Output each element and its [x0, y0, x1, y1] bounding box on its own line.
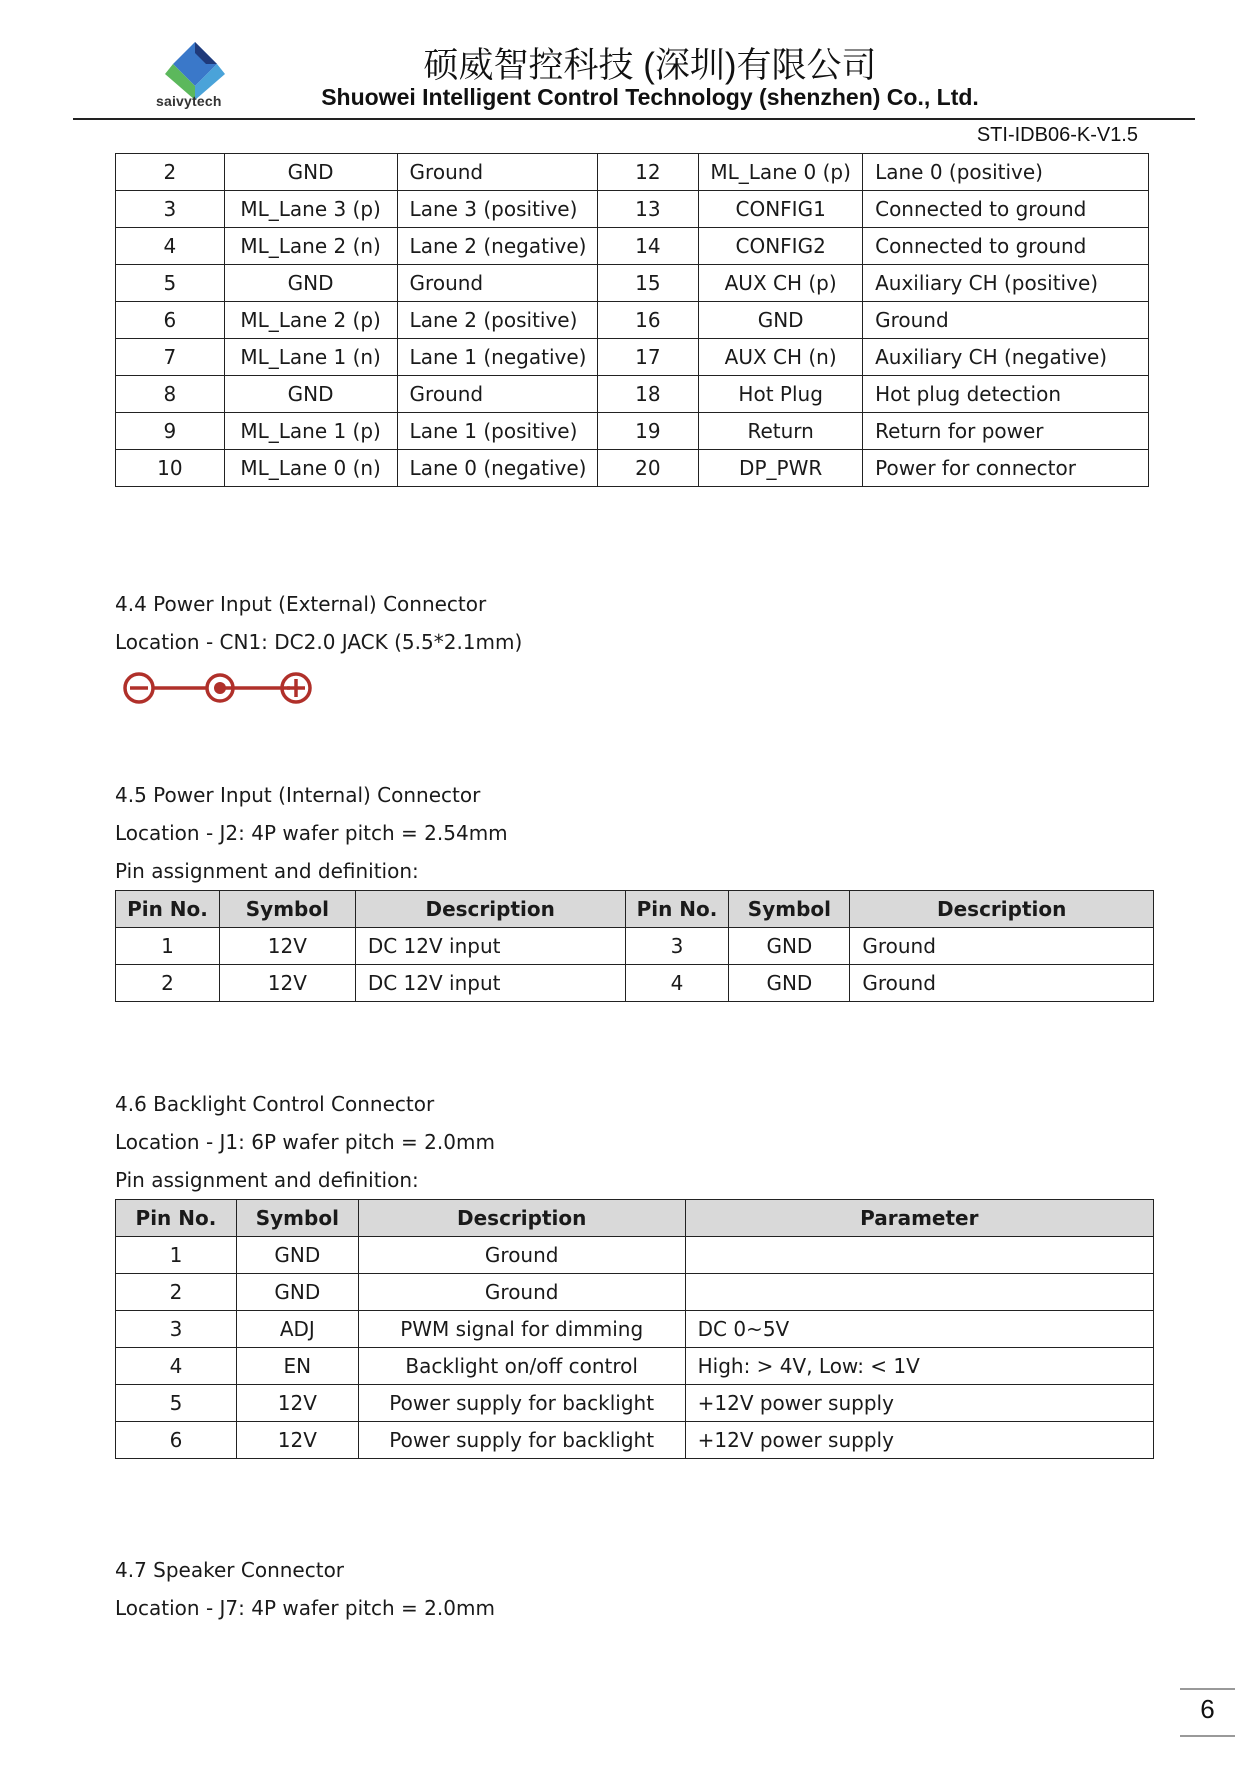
symbol-cell: GND — [224, 154, 397, 191]
pin-cell: 5 — [116, 1385, 237, 1422]
pin-cell: 4 — [625, 965, 729, 1002]
parameter-cell: DC 0~5V — [685, 1311, 1153, 1348]
symbol-cell: ADJ — [236, 1311, 358, 1348]
description-cell: Hot plug detection — [863, 376, 1149, 413]
power-internal-pin-table — [115, 890, 1154, 1002]
symbol-cell: GND — [224, 265, 397, 302]
description-cell: Ground — [358, 1237, 685, 1274]
description-cell: Ground — [358, 1274, 685, 1311]
symbol-cell: ML_Lane 0 (n) — [224, 450, 397, 487]
table-row — [116, 339, 1149, 376]
description-cell: Power supply for backlight — [358, 1385, 685, 1422]
pin-cell: 6 — [116, 302, 225, 339]
symbol-cell: 12V — [219, 965, 355, 1002]
parameter-cell — [685, 1274, 1153, 1311]
pin-cell: 17 — [597, 339, 699, 376]
pin-cell: 3 — [116, 191, 225, 228]
description-cell: Connected to ground — [863, 191, 1149, 228]
description-cell: Power supply for backlight — [358, 1422, 685, 1459]
table-row — [116, 265, 1149, 302]
company-name-english: Shuowei Intelligent Control Technology (shenzhen) Co., Ltd. — [321, 84, 979, 110]
column-header: Symbol — [236, 1200, 358, 1237]
description-cell: Auxiliary CH (negative) — [863, 339, 1149, 376]
symbol-cell: 12V — [219, 928, 355, 965]
description-cell: Return for power — [863, 413, 1149, 450]
table-row — [116, 413, 1149, 450]
pin-cell: 15 — [597, 265, 699, 302]
description-cell: Power for connector — [863, 450, 1149, 487]
section-4-5-pin-label: Pin assignment and definition: — [115, 859, 419, 883]
company-name-chinese: 硕威智控科技 (深圳)有限公司 — [423, 46, 877, 85]
description-cell: Lane 1 (negative) — [397, 339, 597, 376]
symbol-cell: ML_Lane 2 (n) — [224, 228, 397, 265]
pin-cell: 8 — [116, 376, 225, 413]
table-row — [116, 228, 1149, 265]
column-header: Description — [850, 891, 1154, 928]
table-row — [116, 928, 1154, 965]
parameter-cell — [685, 1237, 1153, 1274]
column-header: Pin No. — [116, 1200, 237, 1237]
table-row — [116, 1274, 1154, 1311]
symbol-cell: CONFIG2 — [699, 228, 863, 265]
description-cell: Ground — [863, 302, 1149, 339]
symbol-cell: ML_Lane 3 (p) — [224, 191, 397, 228]
section-4-5-heading: 4.5 Power Input (Internal) Connector — [115, 783, 481, 807]
symbol-cell: ML_Lane 1 (n) — [224, 339, 397, 376]
table-row — [116, 302, 1149, 339]
pin-cell: 2 — [116, 965, 220, 1002]
table-row — [116, 450, 1149, 487]
pin-cell: 3 — [625, 928, 729, 965]
pin-cell: 5 — [116, 265, 225, 302]
pin-cell: 19 — [597, 413, 699, 450]
section-4-4-location: Location - CN1: DC2.0 JACK (5.5*2.1mm) — [115, 630, 523, 654]
description-cell: Lane 2 (negative) — [397, 228, 597, 265]
pin-cell: 16 — [597, 302, 699, 339]
description-cell: Ground — [850, 965, 1154, 1002]
description-cell: Lane 0 (negative) — [397, 450, 597, 487]
page-number-rule-top — [1180, 1688, 1235, 1690]
section-4-6-heading: 4.6 Backlight Control Connector — [115, 1092, 435, 1116]
column-header: Pin No. — [625, 891, 729, 928]
page-number: 6 — [1200, 1694, 1215, 1724]
description-cell: Lane 3 (positive) — [397, 191, 597, 228]
table-row — [116, 1348, 1154, 1385]
section-4-6-location: Location - J1: 6P wafer pitch = 2.0mm — [115, 1130, 495, 1154]
parameter-cell: High: > 4V, Low: < 1V — [685, 1348, 1153, 1385]
table-row — [116, 965, 1154, 1002]
symbol-cell: Hot Plug — [699, 376, 863, 413]
symbol-cell: Return — [699, 413, 863, 450]
table-row — [116, 376, 1149, 413]
symbol-cell: AUX CH (n) — [699, 339, 863, 376]
document-id: STI-IDB06-K-V1.5 — [976, 124, 1138, 146]
description-cell: PWM signal for dimming — [358, 1311, 685, 1348]
symbol-cell: GND — [236, 1237, 358, 1274]
section-4-7-heading: 4.7 Speaker Connector — [115, 1558, 345, 1582]
symbol-cell: GND — [236, 1274, 358, 1311]
symbol-cell: 12V — [236, 1385, 358, 1422]
symbol-cell: DP_PWR — [699, 450, 863, 487]
description-cell: Ground — [850, 928, 1154, 965]
table-row — [116, 1422, 1154, 1459]
symbol-cell: CONFIG1 — [699, 191, 863, 228]
symbol-cell: ML_Lane 1 (p) — [224, 413, 397, 450]
pin-cell: 4 — [116, 228, 225, 265]
page-number-rule-bottom — [1180, 1735, 1235, 1737]
description-cell: Ground — [397, 376, 597, 413]
section-4-6-pin-label: Pin assignment and definition: — [115, 1168, 419, 1192]
column-header: Description — [358, 1200, 685, 1237]
pin-cell: 1 — [116, 928, 220, 965]
symbol-cell: GND — [729, 928, 850, 965]
section-4-4-heading: 4.4 Power Input (External) Connector — [115, 592, 487, 616]
table-row — [116, 1237, 1154, 1274]
column-header: Symbol — [219, 891, 355, 928]
logo-text: saivytech — [156, 93, 222, 109]
description-cell: Lane 1 (positive) — [397, 413, 597, 450]
symbol-cell: AUX CH (p) — [699, 265, 863, 302]
pin-cell: 10 — [116, 450, 225, 487]
symbol-cell: 12V — [236, 1422, 358, 1459]
description-cell: DC 12V input — [355, 965, 625, 1002]
description-cell: Backlight on/off control — [358, 1348, 685, 1385]
table-row — [116, 191, 1149, 228]
pin-cell: 9 — [116, 413, 225, 450]
description-cell: Connected to ground — [863, 228, 1149, 265]
pin-cell: 14 — [597, 228, 699, 265]
dp-pin-table — [115, 153, 1149, 487]
pin-cell: 13 — [597, 191, 699, 228]
column-header: Pin No. — [116, 891, 220, 928]
symbol-cell: ML_Lane 0 (p) — [699, 154, 863, 191]
pin-cell: 18 — [597, 376, 699, 413]
table-row — [116, 1385, 1154, 1422]
section-4-7-location: Location - J7: 4P wafer pitch = 2.0mm — [115, 1596, 495, 1620]
pin-cell: 6 — [116, 1422, 237, 1459]
backlight-pin-table — [115, 1199, 1154, 1459]
dc-jack-polarity-icon — [120, 668, 320, 708]
column-header: Description — [355, 891, 625, 928]
symbol-cell: GND — [729, 965, 850, 1002]
header-divider — [73, 118, 1195, 120]
column-header: Parameter — [685, 1200, 1153, 1237]
description-cell: Lane 0 (positive) — [863, 154, 1149, 191]
pin-cell: 2 — [116, 1274, 237, 1311]
pin-cell: 2 — [116, 154, 225, 191]
table-row — [116, 1311, 1154, 1348]
pin-cell: 3 — [116, 1311, 237, 1348]
pin-cell: 7 — [116, 339, 225, 376]
pin-cell: 20 — [597, 450, 699, 487]
description-cell: Lane 2 (positive) — [397, 302, 597, 339]
description-cell: Auxiliary CH (positive) — [863, 265, 1149, 302]
symbol-cell: GND — [699, 302, 863, 339]
section-4-5-location: Location - J2: 4P wafer pitch = 2.54mm — [115, 821, 508, 845]
table-row — [116, 154, 1149, 191]
pin-cell: 12 — [597, 154, 699, 191]
description-cell: Ground — [397, 265, 597, 302]
pin-cell: 1 — [116, 1237, 237, 1274]
symbol-cell: EN — [236, 1348, 358, 1385]
symbol-cell: GND — [224, 376, 397, 413]
description-cell: Ground — [397, 154, 597, 191]
description-cell: DC 12V input — [355, 928, 625, 965]
pin-cell: 4 — [116, 1348, 237, 1385]
column-header: Symbol — [729, 891, 850, 928]
symbol-cell: ML_Lane 2 (p) — [224, 302, 397, 339]
parameter-cell: +12V power supply — [685, 1385, 1153, 1422]
parameter-cell: +12V power supply — [685, 1422, 1153, 1459]
